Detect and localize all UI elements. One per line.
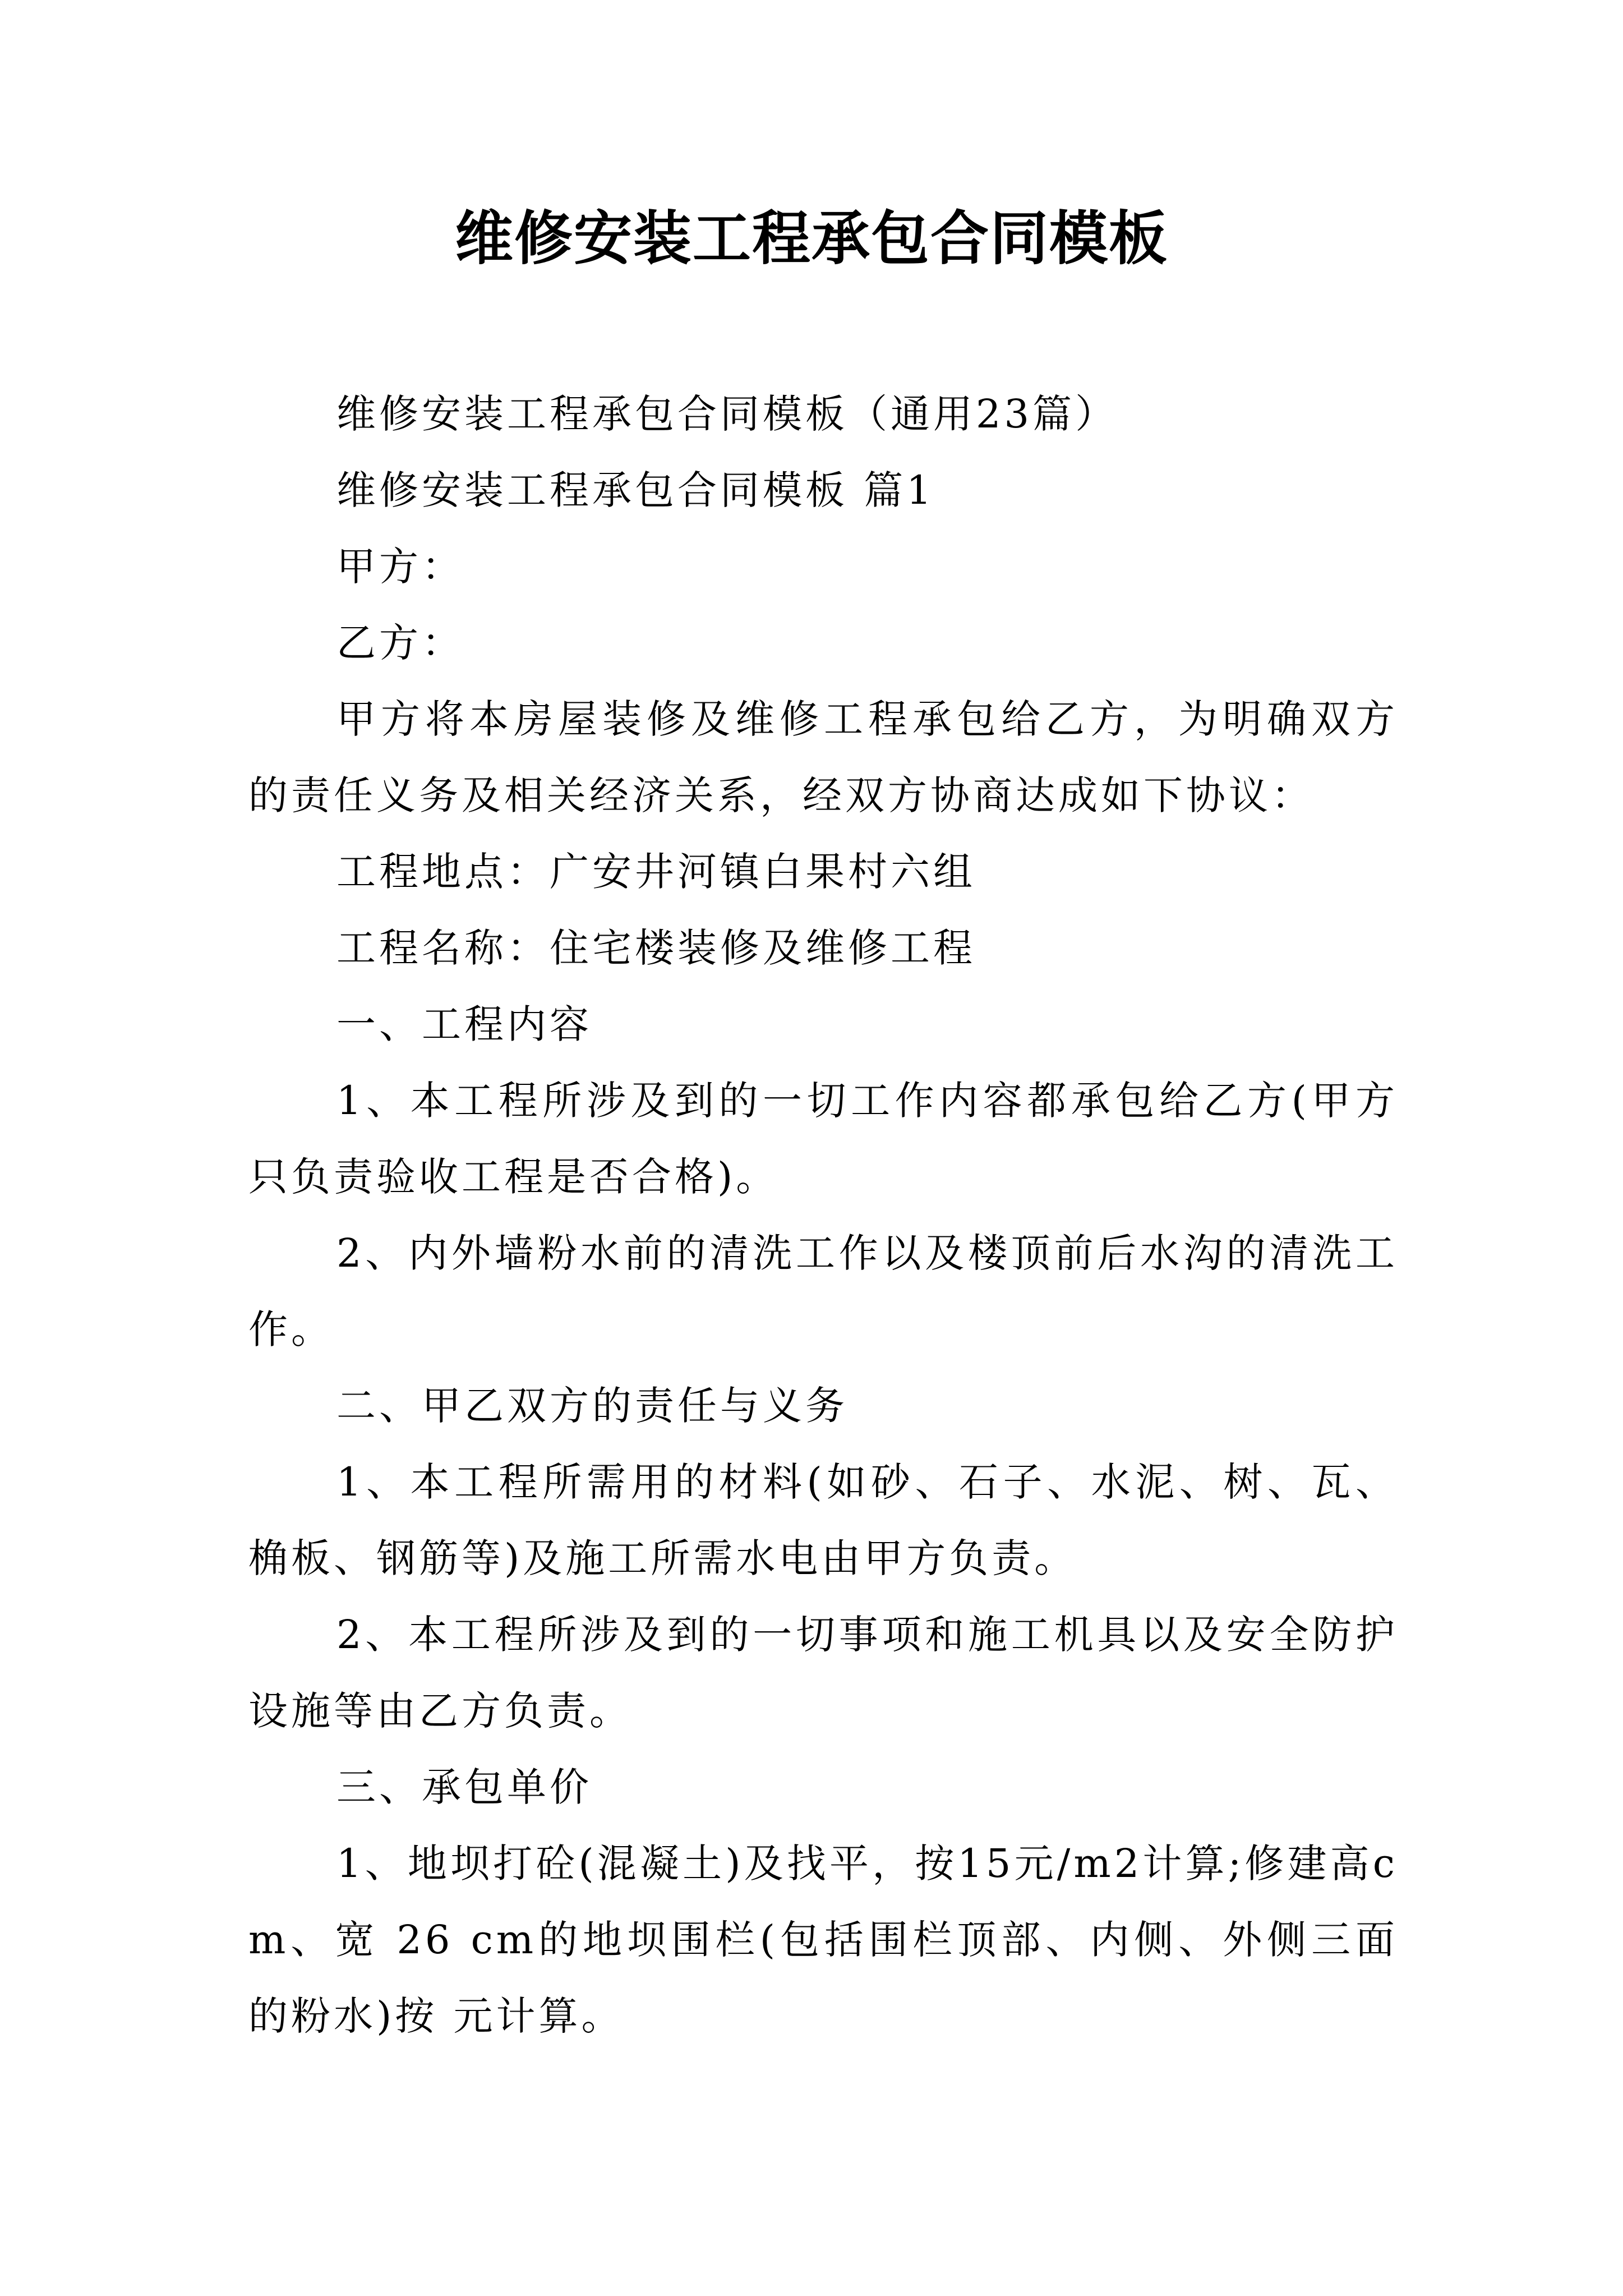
heading-work-content: 一、工程内容 — [336, 1001, 592, 1047]
paragraph-clause: 2、本工程所涉及到的一切事项和施工机具以及安全防护设施等由乙方负责。 — [248, 1612, 1398, 1734]
paragraph-section-heading: 维修安装工程承包合同模板 篇1 — [336, 467, 935, 513]
heading-unit-price: 三、承包单价 — [336, 1764, 592, 1810]
paragraph-subtitle: 维修安装工程承包合同模板（通用23篇） — [336, 391, 1118, 437]
paragraph-party-b: 乙方： — [336, 620, 464, 666]
paragraph-project-name: 工程名称：住宅楼装修及维修工程 — [336, 925, 976, 971]
paragraph-party-a: 甲方： — [336, 544, 464, 590]
paragraph-clause: 1、本工程所涉及到的一切工作内容都承包给乙方(甲方只负责验收工程是否合格)。 — [248, 1078, 1398, 1200]
paragraph-intro: 甲方将本房屋装修及维修工程承包给乙方，为明确双方的责任义务及相关经济关系，经双方协商达成如下协议： — [248, 696, 1398, 818]
document-body — [248, 376, 1398, 2054]
paragraph-location: 工程地点：广安井河镇白果村六组 — [336, 849, 976, 895]
paragraph-clause: 2、内外墙粉水前的清洗工作以及楼顶前后水沟的清洗工作。 — [248, 1230, 1398, 1352]
heading-responsibilities: 二、甲乙双方的责任与义务 — [336, 1383, 848, 1429]
document-title: 维修安装工程承包合同模板 — [454, 204, 1168, 273]
paragraph-clause: 1、本工程所需用的材料(如砂、石子、水泥、树、瓦、桷板、钢筋等)及施工所需水电由甲方负责。 — [248, 1459, 1398, 1581]
paragraph-clause: 1、地坝打砼(混凝土)及找平，按15元/m2计算;修建高cm、宽 26 cm的地坝围栏(包括围栏顶部、内侧、外侧三面的粉水)按 元计算。 — [248, 1841, 1398, 2039]
